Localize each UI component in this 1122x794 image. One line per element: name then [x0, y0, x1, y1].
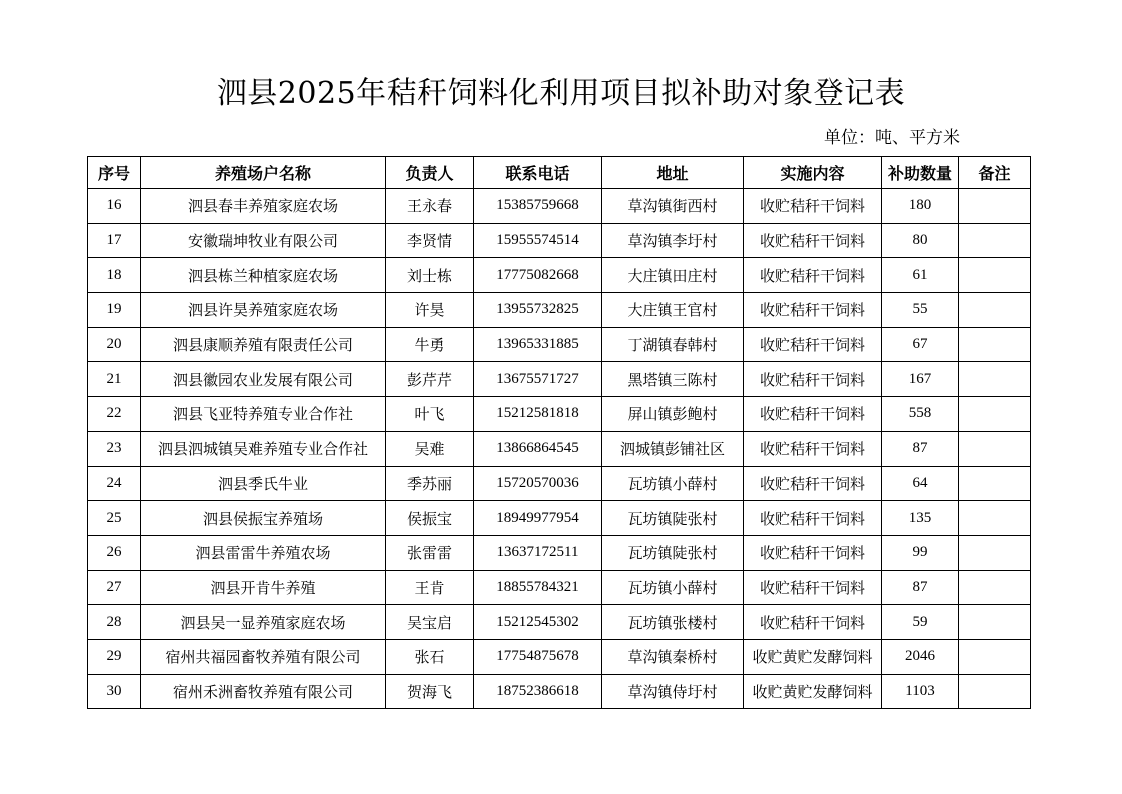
table-row [88, 397, 1031, 432]
cell-farm-name: 宿州禾洲畜牧养殖有限公司 [141, 674, 386, 709]
cell-address: 瓦坊镇陡张村 [602, 501, 744, 536]
cell-person: 张雷雷 [386, 535, 474, 570]
document-title: 泗县2025年秸秆饲料化利用项目拟补助对象登记表 [216, 76, 906, 111]
cell-farm-name: 泗县侯振宝养殖场 [141, 501, 386, 536]
unit-label: 单位：吨、平方米 [824, 128, 960, 148]
table-row [88, 639, 1031, 674]
cell-farm-name: 泗县康顺养殖有限责任公司 [141, 327, 386, 362]
cell-quantity: 80 [882, 223, 959, 258]
cell-content: 收贮秸秆干饲料 [744, 501, 882, 536]
cell-seq: 18 [88, 258, 141, 293]
cell-person: 刘士栋 [386, 258, 474, 293]
header-farm-name: 养殖场户名称 [141, 157, 386, 189]
header-person: 负责人 [386, 157, 474, 189]
cell-remark [959, 639, 1031, 674]
table-header-row [88, 157, 1031, 189]
cell-remark [959, 189, 1031, 224]
cell-address: 大庄镇田庄村 [602, 258, 744, 293]
cell-content: 收贮秸秆干饲料 [744, 327, 882, 362]
header-phone: 联系电话 [474, 157, 602, 189]
table-row [88, 327, 1031, 362]
cell-farm-name: 泗县泗城镇吴难养殖专业合作社 [141, 431, 386, 466]
cell-farm-name: 安徽瑞坤牧业有限公司 [141, 223, 386, 258]
cell-quantity: 167 [882, 362, 959, 397]
table-row [88, 293, 1031, 328]
cell-person: 彭芹芹 [386, 362, 474, 397]
table-row [88, 362, 1031, 397]
header-content: 实施内容 [744, 157, 882, 189]
cell-remark [959, 327, 1031, 362]
cell-content: 收贮秸秆干饲料 [744, 466, 882, 501]
cell-quantity: 55 [882, 293, 959, 328]
cell-remark [959, 397, 1031, 432]
cell-person: 王肯 [386, 570, 474, 605]
table-row [88, 501, 1031, 536]
cell-address: 瓦坊镇小薛村 [602, 466, 744, 501]
registration-table [87, 156, 1031, 709]
table-row [88, 431, 1031, 466]
cell-address: 泗城镇彭铺社区 [602, 431, 744, 466]
cell-quantity: 180 [882, 189, 959, 224]
cell-address: 丁湖镇春韩村 [602, 327, 744, 362]
header-seq: 序号 [88, 157, 141, 189]
cell-content: 收贮秸秆干饲料 [744, 397, 882, 432]
header-quantity: 补助数量 [882, 157, 959, 189]
cell-farm-name: 泗县春丰养殖家庭农场 [141, 189, 386, 224]
cell-quantity: 64 [882, 466, 959, 501]
cell-farm-name: 泗县许昊养殖家庭农场 [141, 293, 386, 328]
cell-phone: 13866864545 [474, 431, 602, 466]
cell-farm-name: 泗县徽园农业发展有限公司 [141, 362, 386, 397]
cell-person: 张石 [386, 639, 474, 674]
cell-remark [959, 466, 1031, 501]
cell-remark [959, 605, 1031, 640]
cell-person: 叶飞 [386, 397, 474, 432]
cell-address: 屏山镇彭鲍村 [602, 397, 744, 432]
cell-person: 李贤情 [386, 223, 474, 258]
cell-address: 黑塔镇三陈村 [602, 362, 744, 397]
cell-person: 吴难 [386, 431, 474, 466]
cell-content: 收贮秸秆干饲料 [744, 570, 882, 605]
cell-remark [959, 674, 1031, 709]
cell-quantity: 87 [882, 431, 959, 466]
cell-person: 季苏丽 [386, 466, 474, 501]
cell-person: 许昊 [386, 293, 474, 328]
cell-content: 收贮黄贮发酵饲料 [744, 674, 882, 709]
cell-seq: 20 [88, 327, 141, 362]
table-row [88, 605, 1031, 640]
cell-remark [959, 258, 1031, 293]
table-row [88, 223, 1031, 258]
cell-address: 瓦坊镇小薛村 [602, 570, 744, 605]
cell-person: 吴宝启 [386, 605, 474, 640]
cell-address: 瓦坊镇张楼村 [602, 605, 744, 640]
cell-remark [959, 431, 1031, 466]
table-row [88, 258, 1031, 293]
cell-phone: 15385759668 [474, 189, 602, 224]
cell-remark [959, 293, 1031, 328]
cell-seq: 30 [88, 674, 141, 709]
cell-content: 收贮秸秆干饲料 [744, 189, 882, 224]
cell-phone: 18949977954 [474, 501, 602, 536]
cell-remark [959, 535, 1031, 570]
cell-farm-name: 泗县吴一显养殖家庭农场 [141, 605, 386, 640]
cell-remark [959, 570, 1031, 605]
cell-remark [959, 501, 1031, 536]
cell-content: 收贮秸秆干饲料 [744, 293, 882, 328]
cell-phone: 17754875678 [474, 639, 602, 674]
cell-quantity: 87 [882, 570, 959, 605]
cell-phone: 13637172511 [474, 535, 602, 570]
cell-content: 收贮秸秆干饲料 [744, 535, 882, 570]
cell-seq: 28 [88, 605, 141, 640]
cell-seq: 19 [88, 293, 141, 328]
cell-quantity: 61 [882, 258, 959, 293]
cell-address: 草沟镇侍圩村 [602, 674, 744, 709]
table-row [88, 466, 1031, 501]
cell-phone: 15720570036 [474, 466, 602, 501]
table-row [88, 189, 1031, 224]
table-row [88, 674, 1031, 709]
cell-seq: 24 [88, 466, 141, 501]
cell-farm-name: 泗县季氏牛业 [141, 466, 386, 501]
cell-quantity: 99 [882, 535, 959, 570]
cell-person: 贺海飞 [386, 674, 474, 709]
cell-phone: 13965331885 [474, 327, 602, 362]
cell-quantity: 59 [882, 605, 959, 640]
cell-person: 侯振宝 [386, 501, 474, 536]
cell-content: 收贮秸秆干饲料 [744, 258, 882, 293]
cell-seq: 16 [88, 189, 141, 224]
table-row [88, 535, 1031, 570]
cell-quantity: 1103 [882, 674, 959, 709]
cell-content: 收贮秸秆干饲料 [744, 223, 882, 258]
cell-phone: 13955732825 [474, 293, 602, 328]
cell-phone: 15955574514 [474, 223, 602, 258]
cell-seq: 25 [88, 501, 141, 536]
table-row [88, 570, 1031, 605]
cell-address: 瓦坊镇陡张村 [602, 535, 744, 570]
cell-content: 收贮秸秆干饲料 [744, 605, 882, 640]
cell-quantity: 2046 [882, 639, 959, 674]
cell-farm-name: 泗县栋兰种植家庭农场 [141, 258, 386, 293]
cell-farm-name: 泗县雷雷牛养殖农场 [141, 535, 386, 570]
cell-phone: 13675571727 [474, 362, 602, 397]
cell-address: 大庄镇王官村 [602, 293, 744, 328]
cell-address: 草沟镇街西村 [602, 189, 744, 224]
cell-quantity: 135 [882, 501, 959, 536]
cell-address: 草沟镇秦桥村 [602, 639, 744, 674]
cell-phone: 18752386618 [474, 674, 602, 709]
cell-person: 牛勇 [386, 327, 474, 362]
cell-seq: 26 [88, 535, 141, 570]
cell-phone: 15212545302 [474, 605, 602, 640]
cell-remark [959, 362, 1031, 397]
cell-seq: 29 [88, 639, 141, 674]
cell-address: 草沟镇李圩村 [602, 223, 744, 258]
cell-farm-name: 泗县飞亚特养殖专业合作社 [141, 397, 386, 432]
cell-farm-name: 泗县开肯牛养殖 [141, 570, 386, 605]
cell-seq: 22 [88, 397, 141, 432]
header-address: 地址 [602, 157, 744, 189]
cell-content: 收贮秸秆干饲料 [744, 431, 882, 466]
cell-quantity: 67 [882, 327, 959, 362]
cell-seq: 23 [88, 431, 141, 466]
header-remark: 备注 [959, 157, 1031, 189]
cell-remark [959, 223, 1031, 258]
cell-seq: 21 [88, 362, 141, 397]
cell-seq: 27 [88, 570, 141, 605]
cell-seq: 17 [88, 223, 141, 258]
cell-content: 收贮秸秆干饲料 [744, 362, 882, 397]
cell-phone: 18855784321 [474, 570, 602, 605]
cell-phone: 17775082668 [474, 258, 602, 293]
cell-quantity: 558 [882, 397, 959, 432]
cell-phone: 15212581818 [474, 397, 602, 432]
cell-person: 王永春 [386, 189, 474, 224]
cell-content: 收贮黄贮发酵饲料 [744, 639, 882, 674]
cell-farm-name: 宿州共福园畜牧养殖有限公司 [141, 639, 386, 674]
